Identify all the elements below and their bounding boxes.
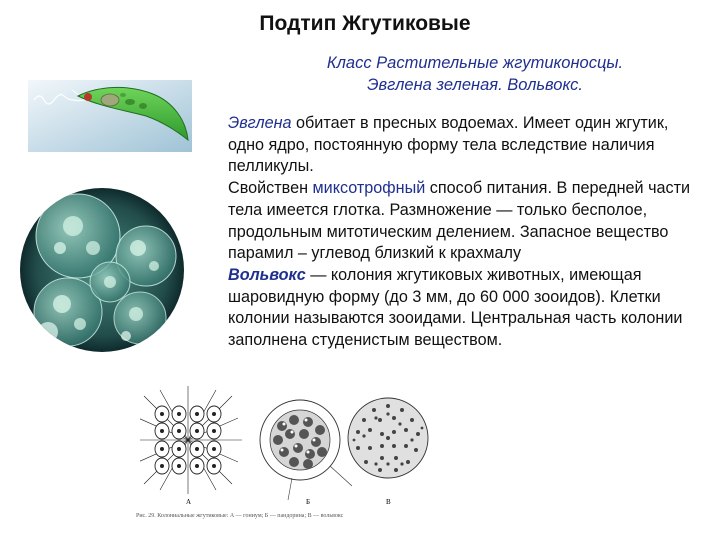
- figure-label-c: В: [386, 498, 391, 506]
- volvox-drawing: [348, 398, 428, 478]
- term-volvox: Вольвокс: [228, 265, 306, 284]
- figure-label-a: А: [186, 498, 192, 506]
- page-title: Подтип Жгутиковые: [259, 12, 471, 35]
- body-text: [228, 113, 706, 352]
- figure-caption: Рис. 29. Колониальные жгутиковые: А — гониум; Б — пандорина; В — вольвокс: [136, 513, 344, 519]
- colonial-flagellates-figure: [140, 382, 430, 510]
- pandorina-drawing: [260, 400, 352, 500]
- page-subtitle: [240, 52, 710, 96]
- subtitle-line-1: Класс Растительные жгутиконосцы.: [326, 54, 624, 72]
- nutrition-description: способ питания. В передней части тела имеется глотка. Размножение — только бесполое, продольным митотическим делением. Запасное вещество парамил – углевод близкий к крахмалу: [228, 179, 691, 263]
- subtitle-line-2: Эвглена зеленая. Вольвокс.: [367, 76, 583, 94]
- nutrition-lead: Свойствен: [228, 179, 313, 198]
- euglena-description: обитает в пресных водоемах. Имеет один жгутик, одно ядро, постоянную форму тела вследствие наличия пелликулы.: [228, 114, 669, 176]
- term-euglena: Эвглена: [228, 114, 292, 132]
- figure-label-b: Б: [306, 498, 311, 506]
- gonium-drawing: [140, 386, 242, 494]
- term-mixotrophic: миксотрофный: [312, 179, 426, 198]
- euglena-image: [28, 80, 192, 152]
- volvox-description: — колония жгутиковых животных, имеющая шаровидную форму (до 3 мм, до 60 000 зооидов). Клетки колонии называются зооидами. Центральная часть колонии заполнена студенистым веществом.: [228, 265, 683, 350]
- volvox-photo: [18, 186, 186, 354]
